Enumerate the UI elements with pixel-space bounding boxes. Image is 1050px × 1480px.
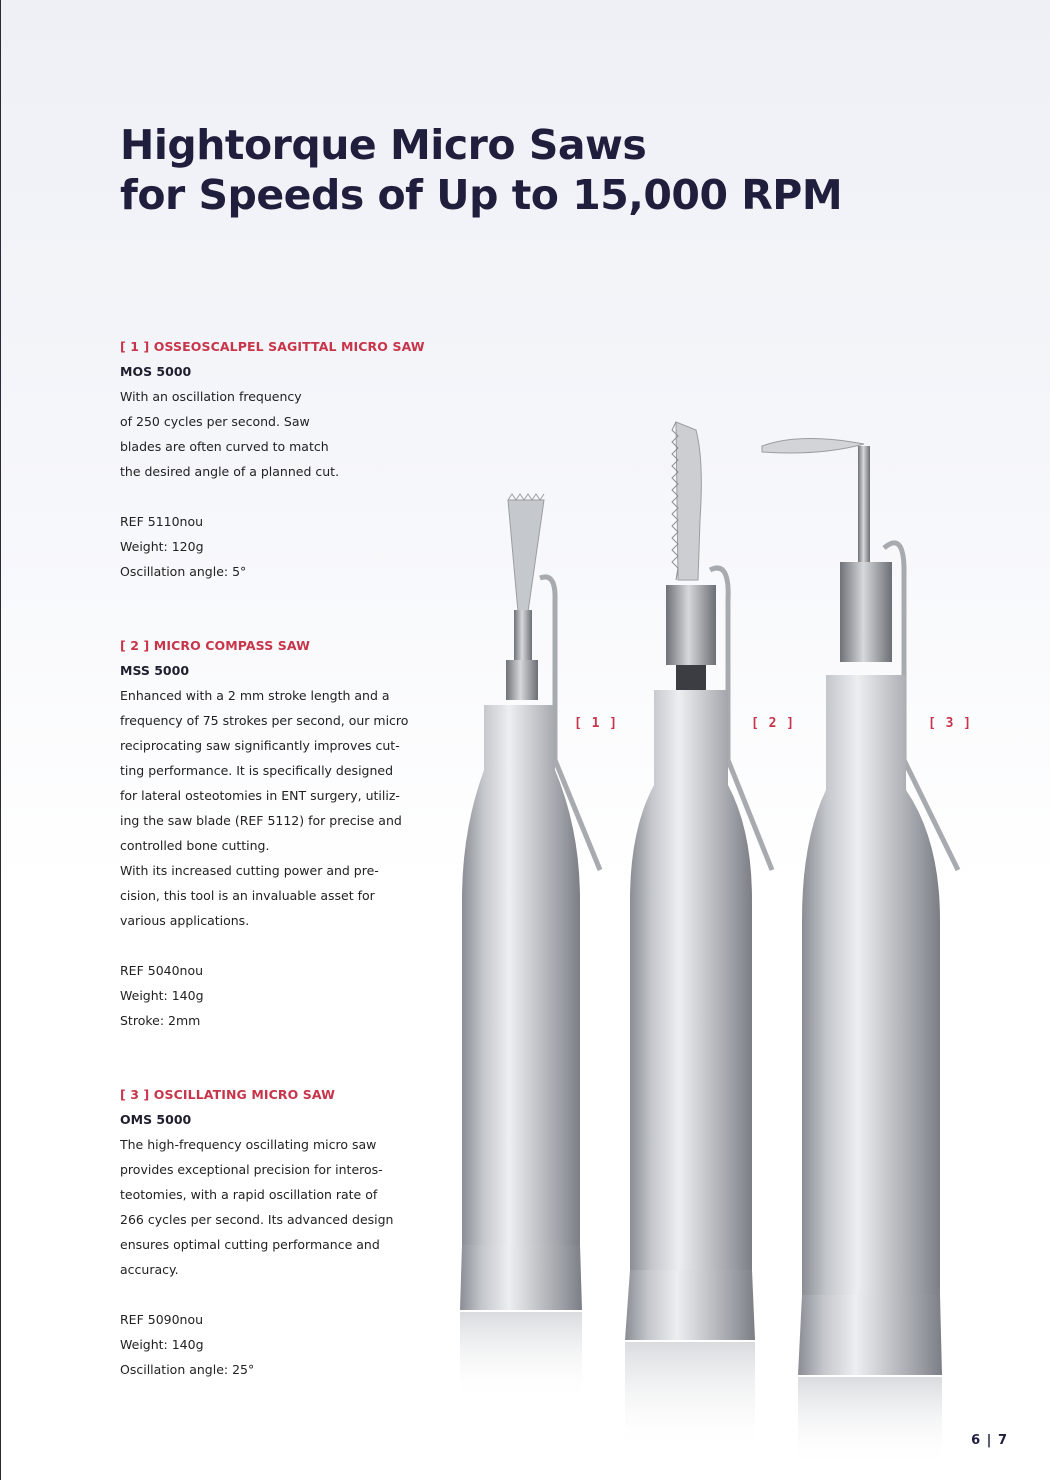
description-line: provides exceptional precision for interos-: [120, 1162, 383, 1177]
description-line: accuracy.: [120, 1262, 179, 1277]
spec-ref: REF 5090nou: [120, 1312, 204, 1327]
spec-angle: Oscillation angle: 25°: [120, 1362, 255, 1377]
page-title-line-1: Hightorque Micro Saws: [120, 121, 647, 169]
model-number: OMS 5000: [120, 1112, 192, 1127]
description-line: cision, this tool is an invaluable asset for: [120, 888, 375, 903]
description-line: With its increased cutting power and pre-: [120, 863, 379, 878]
saw-1-illustration: [460, 494, 600, 1402]
description-line: With an oscillation frequency: [120, 389, 302, 404]
spec-ref: REF 5110nou: [120, 514, 204, 529]
product-section-3: [120, 1082, 420, 1382]
description-line: the desired angle of a planned cut.: [120, 464, 340, 479]
product-photo: [430, 410, 990, 1480]
section-heading: [ 2 ] MICRO COMPASS SAW: [120, 638, 310, 653]
description-line: various applications.: [120, 913, 250, 928]
description-line: ing the saw blade (REF 5112) for precise and: [120, 813, 402, 828]
page-title: [120, 120, 842, 220]
description-line: Enhanced with a 2 mm stroke length and a: [120, 688, 390, 703]
product-section-1: [120, 334, 425, 584]
page-title-line-2: for Speeds of Up to 15,000 RPM: [120, 171, 843, 219]
spec-weight: Weight: 120g: [120, 539, 204, 554]
spec-weight: Weight: 140g: [120, 988, 204, 1003]
description-line: reciprocating saw significantly improves cut-: [120, 738, 400, 753]
section-heading: [ 3 ] OSCILLATING MICRO SAW: [120, 1087, 335, 1102]
description-line: blades are often curved to match: [120, 439, 329, 454]
spec-angle: Oscillation angle: 5°: [120, 564, 247, 579]
model-number: MOS 5000: [120, 364, 192, 379]
section-heading: [ 1 ] OSSEOSCALPEL SAGITTAL MICRO SAW: [120, 339, 425, 354]
product-section-2: [120, 633, 420, 1033]
photo-label-3: [ 3 ]: [928, 716, 973, 731]
description-line: 266 cycles per second. Its advanced design: [120, 1212, 394, 1227]
description-line: ting performance. It is specifically designed: [120, 763, 394, 778]
page-number: 6 | 7: [971, 1433, 1008, 1448]
model-number: MSS 5000: [120, 663, 190, 678]
description-line: The high-frequency oscillating micro saw: [120, 1137, 377, 1152]
saw-2-illustration: [625, 422, 772, 1452]
page-edge-line: [0, 0, 1, 1480]
spec-weight: Weight: 140g: [120, 1337, 204, 1352]
photo-label-1: [ 1 ]: [574, 716, 619, 731]
description-line: for lateral osteotomies in ENT surgery, utiliz-: [120, 788, 400, 803]
description-line: of 250 cycles per second. Saw: [120, 414, 310, 429]
description-line: controlled bone cutting.: [120, 838, 270, 853]
spec-stroke: Stroke: 2mm: [120, 1013, 201, 1028]
description-line: frequency of 75 strokes per second, our micro: [120, 713, 409, 728]
description-line: ensures optimal cutting performance and: [120, 1237, 380, 1252]
photo-label-2: [ 2 ]: [751, 716, 796, 731]
spec-ref: REF 5040nou: [120, 963, 204, 978]
description-line: teotomies, with a rapid oscillation rate of: [120, 1187, 378, 1202]
saw-3-illustration: [762, 438, 958, 1467]
